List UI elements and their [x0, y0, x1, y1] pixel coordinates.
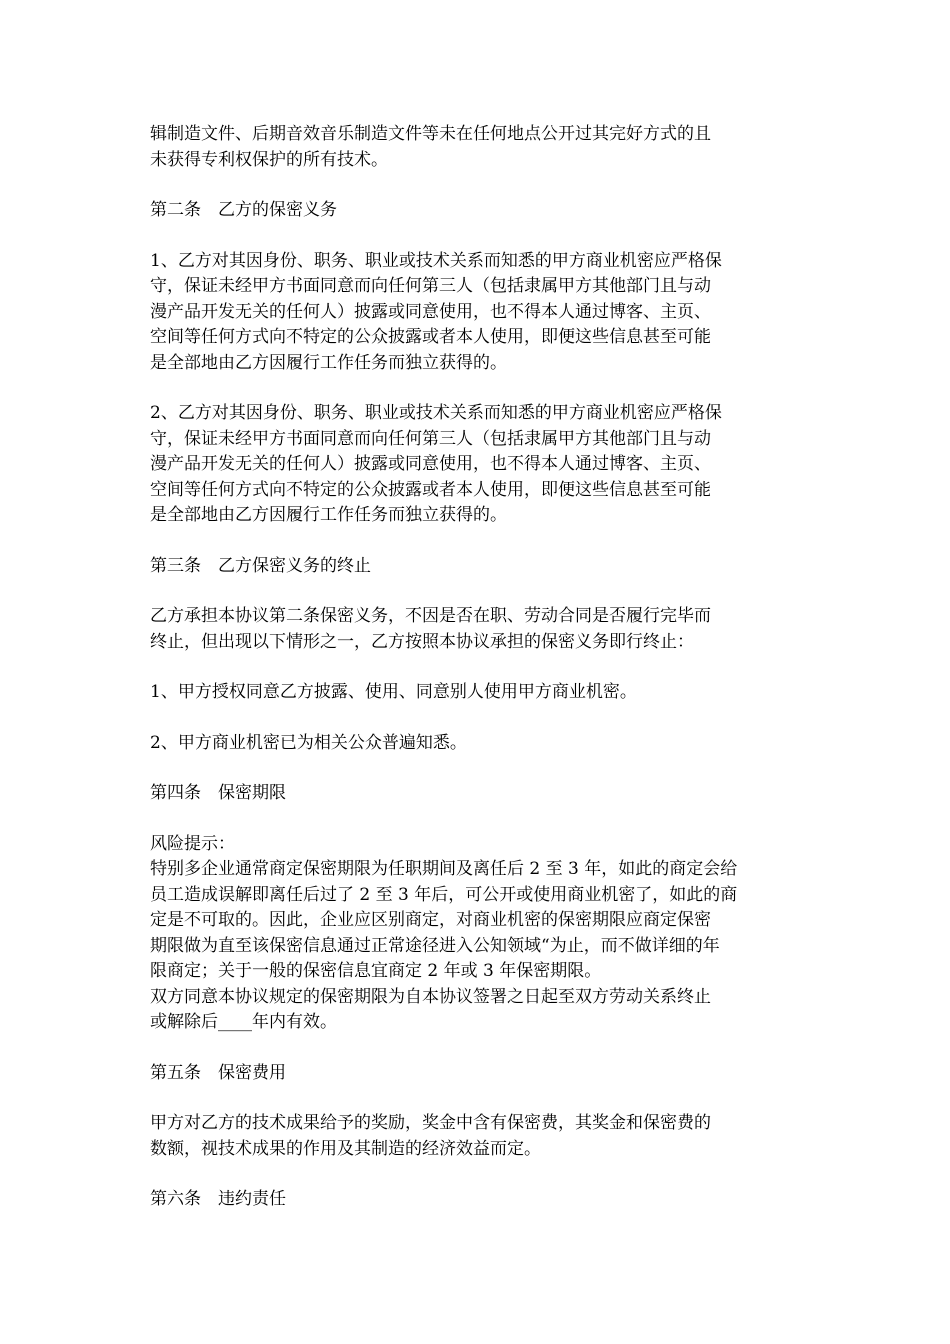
paragraph-gap	[150, 807, 810, 832]
article-5-body: 甲方对乙方的技术成果给予的奖励，奖金中含有保密费，其奖金和保密费的 数额，视技术成果的作用及其制造的经济效益而定。	[150, 1113, 711, 1159]
paragraph-gap	[150, 376, 810, 401]
paragraph-gap	[150, 1086, 810, 1111]
article-4-heading: 第四条 保密期限	[150, 783, 286, 803]
paragraph-gap	[150, 1036, 810, 1061]
paragraph-gap	[150, 756, 810, 781]
paragraph-gap	[150, 579, 810, 604]
article-5-heading: 第五条 保密费用	[150, 1062, 286, 1083]
paragraph-gap	[150, 173, 810, 198]
paragraph-gap	[150, 1162, 810, 1187]
paragraph-gap	[150, 224, 810, 249]
paragraph-gap	[150, 529, 810, 554]
article-6-heading: 第六条 违约责任	[150, 1189, 286, 1209]
paragraph-gap	[150, 706, 810, 731]
article-3-heading: 第三条 乙方保密义务的终止	[150, 555, 371, 576]
article-3-body: 乙方承担本协议第二条保密义务，不因是否在职、劳动合同是否履行完毕而 终止，但出现以下情形之一，乙方按照本协议承担的保密义务即行终止：	[150, 606, 711, 652]
article-2-clause-2: 2、乙方对其因身份、职务、职业或技术关系而知悉的甲方商业机密应严格保 守，保证未经甲方书面同意而向任何第三人（包括隶属甲方其他部门且与动 漫产品开发无关的任何人）披露或同意使用，也不得本人通过博客、主页、 空间等任何方式向不特定的公众披露或者本人使用，即便这些信息甚至可能 是全部地由乙方因履行工作任务而独立获得的。	[150, 403, 722, 525]
article-2-heading: 第二条 乙方的保密义务	[150, 200, 337, 220]
paragraph-gap	[150, 655, 810, 680]
article-2-clause-1: 1、乙方对其因身份、职务、职业或技术关系而知悉的甲方商业机密应严格保 守，保证未经甲方书面同意而向任何第三人（包括隶属甲方其他部门且与动 漫产品开发无关的任何人）披露或同意使用，也不得本人通过博客、主页、 空间等任何方式向不特定的公众披露或者本人使用，即便这些信息甚至可能 是全部地由乙方因履行工作任务而独立获得的。	[150, 250, 722, 373]
article-3-clause-1: 1、甲方授权同意乙方披露、使用、同意别人使用甲方商业机密。	[150, 682, 637, 702]
article-4-body: 风险提示： 特别多企业通常商定保密期限为任职期间及离任后 2 至 3 年，如此的商定会给 员工造成误解即离任后过了 2 至 3 年后，可公开或使用商业机密了，如此的商 定是不可取的。因此，企业应区别商定，对商业机密的保密期限应商定保密 期限做为直至该保密信息通过正常途径进入公知领域“为止，而不做详细的年 限商定；关于一般的保密信息宜商定 2 年或 3 年保密期限。 双方同意本协议规定的保密期限为自本协议签署之日起至双方劳动关系终止 或解除后____年内有效。	[150, 833, 738, 1032]
document-page	[150, 122, 810, 1213]
article-3-clause-2: 2、甲方商业机密已为相关公众普遍知悉。	[150, 732, 467, 753]
paragraph-intro: 辑制造文件、后期音效音乐制造文件等未在任何地点公开过其完好方式的且 未获得专利权保护的所有技术。	[150, 124, 711, 170]
